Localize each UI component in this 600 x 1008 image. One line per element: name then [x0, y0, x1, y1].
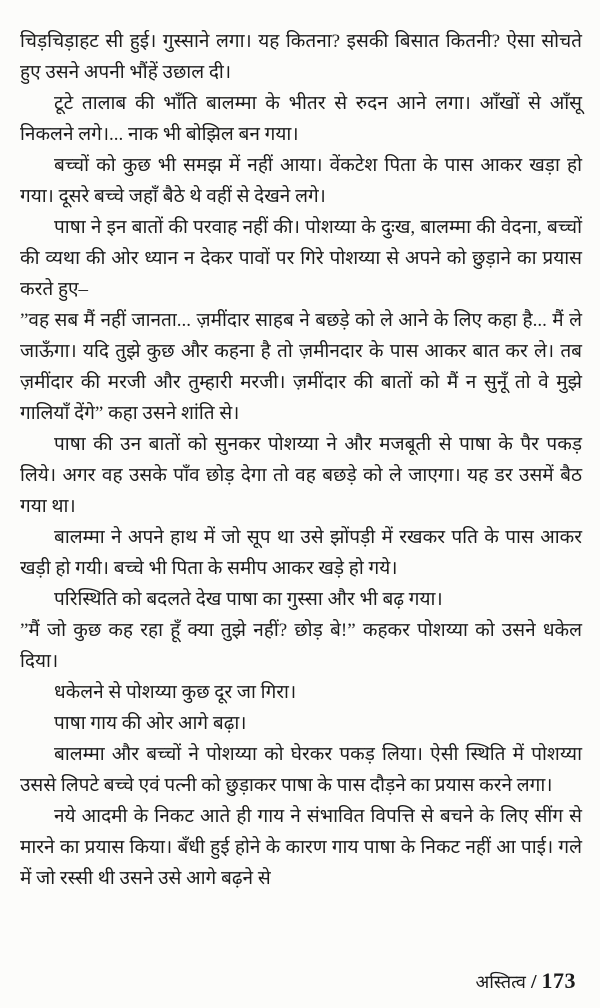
paragraph: चिड़चिड़ाहट सी हुई। गुस्साने लगा। यह कितना? इसकी बिसात कितनी? ऐसा सोचते हुए उसने अपनी भौंहें उछाल दी।	[20, 31, 582, 83]
paragraph: नये आदमी के निकट आते ही गाय ने संभावित विपत्ति से बचने के लिए सींग से मारने का प्रयास किया। बँधी हुई होने के कारण गाय पाषा के निकट नहीं आ पाई। गले में जो रस्सी थी उसने उसे आगे बढ़ने से	[20, 806, 582, 889]
footer-separator: /	[525, 971, 542, 993]
paragraph: बच्चों को कुछ भी समझ में नहीं आया। वेंकटेश पिता के पास आकर खड़ा हो गया। दूसरे बच्चे जहाँ बैठे थे वहीं से देखने लगे।	[20, 155, 582, 207]
paragraph: टूटे तालाब की भाँति बालम्मा के भीतर से रुदन आने लगा। आँखों से आँसू निकलने लगे।... नाक भी बोझिल बन गया।	[20, 93, 582, 145]
paragraph: ”मैं जो कुछ कह रहा हूँ क्या तुझे नहीं? छोड़ बे!” कहकर पोशय्या को उसने धकेल दिया।	[20, 620, 582, 672]
paragraph: पाषा गाय की ओर आगे बढ़ा।	[54, 713, 247, 734]
paragraph: ”वह सब मैं नहीं जानता... ज़मींदार साहब ने बछड़े को ले आने के लिए कहा है... मैं ले जाऊँगा। यदि तुझे कुछ और कहना है तो ज़मीनदार के पास आकर बात कर ले। तब ज़मींदार की मरजी और तुम्हारी मरजी। ज़मींदार की बातों को मैं न सुनूँ तो वे मुझे गालियाँ देंगे” कहा उसने शांति से।	[20, 310, 582, 424]
paragraph: धकेलने से पोशय्या कुछ दूर जा गिरा।	[54, 682, 297, 703]
paragraph: पाषा ने इन बातों की परवाह नहीं की। पोशय्या के दुःख, बालम्मा की वेदना, बच्चों की व्यथा की ओर ध्यान न देकर पावों पर गिरे पोशय्या से अपने को छुड़ाने का प्रयास करते हुए–	[20, 217, 582, 300]
paragraph: बालम्मा और बच्चों ने पोशय्या को घेरकर पकड़ लिया। ऐसी स्थिति में पोशय्या उससे लिपटे बच्चे एवं पत्नी को छुड़ाकर पाषा के पास दौड़ने का प्रयास करने लगा।	[20, 744, 582, 796]
paragraph: परिस्थिति को बदलते देख पाषा का गुस्सा और भी बढ़ गया।	[54, 589, 443, 610]
paragraph: बालम्मा ने अपने हाथ में जो सूप था उसे झोंपड़ी में रखकर पति के पास आकर खड़ी हो गयी। बच्चे भी पिता के समीप आकर खड़े हो गये।	[20, 527, 582, 579]
footer-book-title: अस्तित्व	[475, 972, 526, 992]
footer-page-number: 173	[541, 968, 576, 993]
page-footer	[20, 962, 582, 1008]
paragraph: पाषा की उन बातों को सुनकर पोशय्या ने और मजबूती से पाषा के पैर पकड़ लिये। अगर वह उसके पाँव छोड़ देगा तो वह बछड़े को ले जाएगा। यह डर उसमें बैठ गया था।	[20, 434, 582, 517]
text-body	[20, 26, 582, 962]
